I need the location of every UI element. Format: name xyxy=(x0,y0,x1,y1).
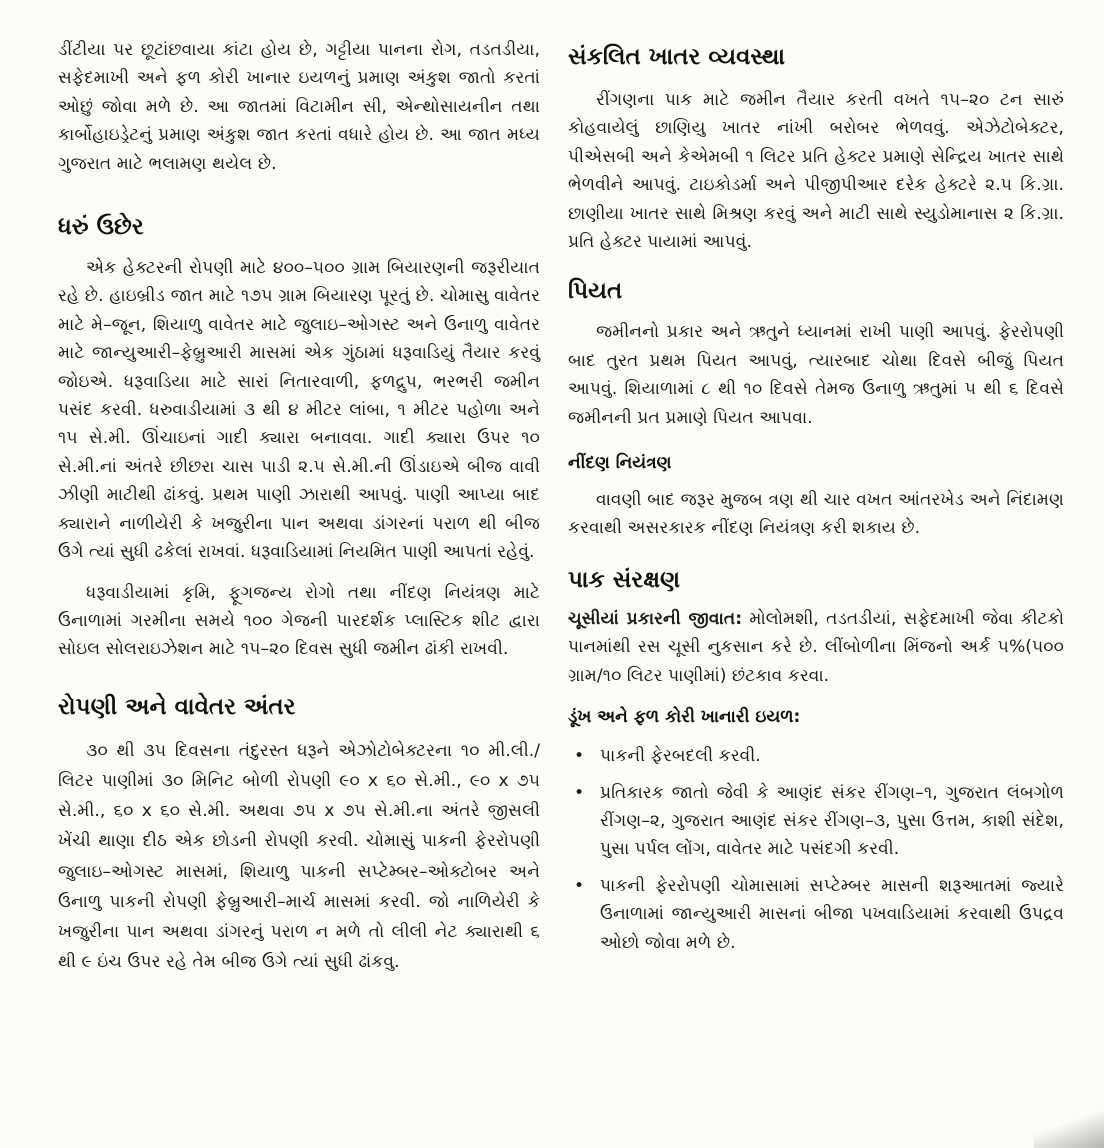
list-item xyxy=(568,779,1064,864)
irrigation-paragraph: જમીનનો પ્રકાર અને ઋતુને ધ્યાનમાં રાખી પાણી આપવું. ફેરરોપણી બાદ તુરત પ્રથમ પિયત આપવું, ત્યારબાદ ચોથા દિવસે બીજું પિયત આપવું. શિયાળામાં ૮ થી ૧૦ દિવસે તેમજ ઉનાળુ ઋતુમાં ૫ થી ૬ દિવસે જમીનની પ્રત પ્રમાણે પિયત આપવા. xyxy=(568,322,1064,428)
borer-heading: ડૂંખ અને ફળ કોરી ખાનારી ઇયળ: xyxy=(568,707,801,728)
bullet-icon: • xyxy=(574,746,585,767)
page-corner-shadow xyxy=(1034,1108,1104,1148)
crop-protection-heading: પાક સંરક્ષણ xyxy=(568,566,681,593)
weed-control-heading: નીંદણ નિયંત્રણ xyxy=(568,453,672,474)
nursery-paragraph-2: ધરૂવાડીયામાં કૃમિ, ફૂગજન્ય રોગો તથા નીંદણ નિયંત્રણ માટે ઉનાળામાં ગરમીના સમયે ૧૦૦ ગેજની પારદર્શક પ્લાસ્ટિક શીટ દ્વારા સોઇલ સોલરાઇઝેશન માટે ૧૫–૨૦ દિવસ સુધી જમીન ઢાંકી રાખવી. xyxy=(58,582,540,660)
bullet-icon: • xyxy=(574,875,585,896)
nursery-heading: ધરું ઉછેર xyxy=(58,214,144,241)
planting-paragraph: ૩૦ થી ૩૫ દિવસના તંદુરસ્ત ધરૂને એઝોટોબેક્ટરના ૧૦ મી.લી./લિટર પાણીમાં ૩૦ મિનિટ બોળી રોપણી ૯૦ x ૬૦ સે.મી., ૯૦ x ૭૫ સે.મી., ૬૦ x ૬૦ સે.મી. અથવા ૭૫ x ૭૫ સે.મી.ના અંતરે જીસલી ખેંચી થાણા દીઠ એક છોડની રોપણી કરવી. ચોમાસું પાકની ફેરરોપણી જુલાઇ–ઓગસ્ટ માસમાં, શિયાળુ પાકની સપ્ટેમ્બર–ઓક્ટોબર અને ઉનાળુ પાકની રોપણી ફેબ્રુઆરી–માર્ચ માસમાં કરવી. જો નાળિયેરી કે ખજુરીના પાન અથવા ડાંગરનું પરાળ ન મળે તો લીલી નેટ ક્યારાથી ૬ થી ૯ ઇંચ ઉપર રહે તેમ બીજ ઉગે ત્યાં સુધી ઢાંકવુ. xyxy=(58,740,540,973)
sucking-pests-text: મોલોમશી, તડતડીયાં, સફેદમાખી જેવા કીટકો પાનમાંથી રસ ચૂસી નુકસાન કરે છે. લીંબોળીના મિંજનો અર્ક ૫%(૫૦૦ ગ્રામ/૧૦ લિટર પાણીમાં) છંટકાવ કરવા. xyxy=(568,608,1064,686)
list-item-text: પ્રતિકારક જાતો જેવી કે આણંદ સંકર રીંગણ–૧, ગુજરાત લંબગોળ રીંગણ–૨, ગુજરાત આણંદ સંકર રીંગણ–૩, પુસા ઉત્તમ, કાશી સંદેશ, પુસા પર્પલ લોંગ, વાવેતર માટે પસંદગી કરવી. xyxy=(600,782,1064,860)
irrigation-heading: પિયત xyxy=(568,278,623,305)
weed-control-paragraph: વાવણી બાદ જરૂર મુજબ ત્રણ થી ચાર વખત આંતરખેડ અને નિંદામણ કરવાથી અસરકારક નીંદણ નિયંત્રણ કરી શકાય છે. xyxy=(568,490,1064,539)
right-column xyxy=(568,36,1064,957)
planting-heading: રોપણી અને વાવેતર અંતર xyxy=(58,693,296,720)
manure-heading: સંકલિત ખાતર વ્યવસ્થા xyxy=(568,44,786,70)
manure-paragraph: રીંગણના પાક માટે જમીન તૈયાર કરતી વખતે ૧૫–૨૦ ટન સારું કોહવાયેલું છાણિયુ ખાતર નાંખી બરોબર ભેળવવું. એઝેટોબેક્ટર, પીએસબી અને કેએમબી ૧ લિટર પ્રતિ હેક્ટર પ્રમાણે સેન્દ્રિય ખાતર સાથે ભેળવીને આપવું. ટાઇકોડર્મા અને પીજીપીઆર દરેક હેક્ટરે ૨.૫ કિ.ગ્રા. છાણીયા ખાતર સાથે મિશ્રણ કરવું અને માટી સાથે સ્યુડોમાનાસ ૨ કિ.ગ્રા. પ્રતિ હેક્ટર પાયામાં આપવું. xyxy=(568,90,1064,253)
list-item xyxy=(568,872,1064,957)
list-item-text: પાકની ફેરરોપણી ચોમાસામાં સપ્ટેમ્બર માસની શરૂઆતમાં જ્યારે ઉનાળામાં જાન્યુઆરી માસનાં બીજા પખવાડિયામાં કરવાથી ઉપદ્રવ ઓછો જોવા મળે છે. xyxy=(600,875,1064,953)
list-item xyxy=(568,742,1064,770)
left-column xyxy=(58,36,540,977)
list-item-text: પાકની ફેરબદલી કરવી. xyxy=(600,746,761,767)
bullet-icon: • xyxy=(574,782,585,803)
borer-control-list xyxy=(568,742,1064,957)
variety-description: ડીંટીયા પર છૂટાંછવાયા કાંટા હોય છે, ગટ્ટીયા પાનના રોગ, તડતડીયા, સફેદમાખી અને ફળ કોરી ખાનાર ઇયળનું પ્રમાણ અંકુશ જાતો કરતાં ઓછું જોવા મળે છે. આ જાતમાં વિટામીન સી, એન્થોસાયનીન તથા કાર્બોહાઇડ્રેટનું પ્રમાણ અંકુશ જાત કરતાં વધારે હોય છે. આ જાત મધ્ય ગુજરાત માટે ભલામણ થયેલ છે. xyxy=(58,40,540,174)
sucking-pests-label: ચૂસીયાં પ્રકારની જીવાત: xyxy=(568,608,743,629)
sucking-pests-paragraph xyxy=(568,605,1064,690)
nursery-paragraph-1: એક હેક્ટરની રોપણી માટે ૪૦૦–૫૦૦ ગ્રામ બિયારણની જરૂરીયાત રહે છે. હાઇબ્રીડ જાત માટે ૧૭૫ ગ્રામ બિયારણ પૂરતું છે. ચોમાસુ વાવેતર માટે મે–જૂન, શિયાળુ વાવેતર માટે જુલાઇ–ઓગસ્ટ અને ઉનાળુ વાવેતર માટે જાન્યુઆરી–ફેબ્રુઆરી માસમાં એક ગુંઠામાં ધરૂવાડિયું તૈયાર કરવું જોઇએ. ધરૂવાડિયા માટે સારાં નિતારવાળી, ફળદ્રુપ, ભરભરી જમીન પસંદ કરવી. ધરુવાડીયામાં ૩ થી ૪ મીટર લાંબા, ૧ મીટર પહોળા અને ૧૫ સે.મી. ઊંચાઇનાં ગાદી ક્યારા બનાવવા. ગાદી ક્યારા ઉપર ૧૦ સે.મી.નાં અંતરે છીછરા ચાસ પાડી ૨.૫ સે.મી.ની ઊંડાઇએ બીજ વાવી ઝીણી માટીથી ઢાંકવું. પ્રથમ પાણી ઝારાથી આપવું. પાણી આપ્યા બાદ ક્યારાને નાળીયેરી કે ખજુરીના પાન અથવા ડાંગરનાં પરાળ થી બીજ ઉગે ત્યાં સુધી ઢકેલાં રાખવાં. ધરૂવાડિયામાં નિયમિત પાણી આપતાં રહેવું. xyxy=(58,258,540,563)
